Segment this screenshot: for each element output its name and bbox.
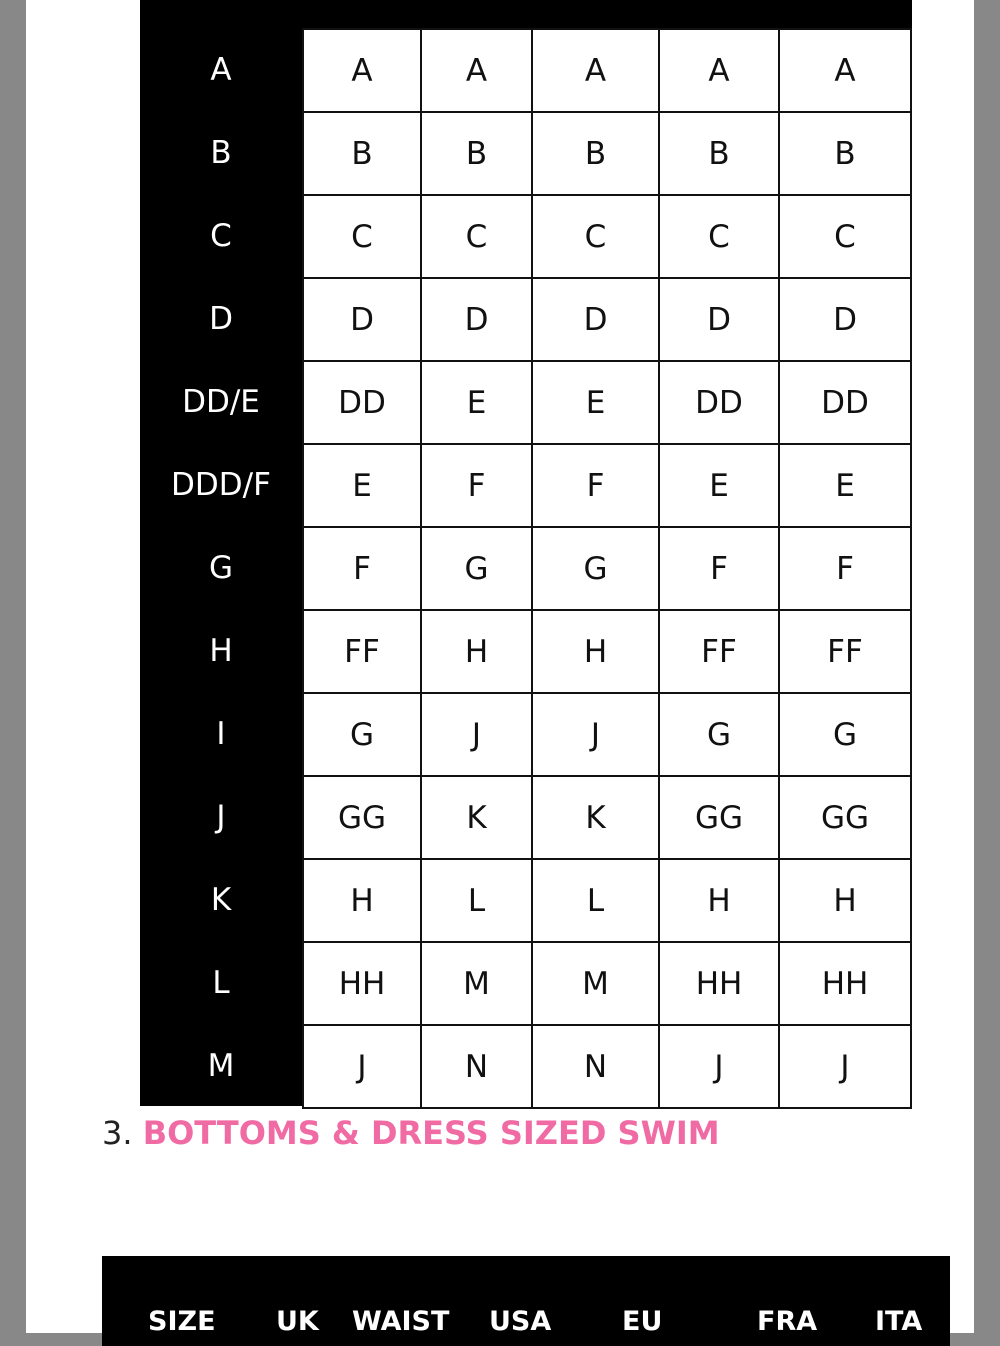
table-cell: J	[304, 1026, 422, 1109]
cup-size-grid	[302, 28, 912, 1109]
row-label: A	[210, 51, 232, 88]
table-cell: L	[533, 860, 660, 943]
table-cell: J	[660, 1026, 780, 1109]
header-ita: ITA	[875, 1306, 923, 1337]
row-label: G	[208, 549, 234, 586]
table-cell: D	[304, 279, 422, 362]
table-cell: D	[533, 279, 660, 362]
table-cell: B	[780, 113, 912, 196]
table-cell: HH	[304, 943, 422, 1026]
table-cell: J	[533, 694, 660, 777]
cup-size-table	[140, 0, 912, 1106]
table-cell: E	[304, 445, 422, 528]
table-cell: H	[533, 611, 660, 694]
table-cell: H	[780, 860, 912, 943]
table-cell: B	[660, 113, 780, 196]
table-cell: K	[533, 777, 660, 860]
table-cell: HH	[660, 943, 780, 1026]
row-label: I	[216, 715, 226, 752]
row-label: K	[210, 881, 232, 918]
table-cell: F	[533, 445, 660, 528]
table-cell: N	[533, 1026, 660, 1109]
table-cell: HH	[780, 943, 912, 1026]
table-cell: C	[422, 196, 533, 279]
table-cell: E	[533, 362, 660, 445]
table-cell: D	[660, 279, 780, 362]
table-cell: H	[422, 611, 533, 694]
table-cell: F	[422, 445, 533, 528]
page-content	[26, 0, 974, 1337]
row-label: H	[209, 632, 233, 669]
row-label: DD/E	[182, 383, 260, 420]
table-cell: M	[533, 943, 660, 1026]
table-cell: GG	[780, 777, 912, 860]
row-label: J	[216, 798, 226, 835]
row-label: L	[212, 964, 230, 1001]
table-cell: G	[304, 694, 422, 777]
table-cell: G	[660, 694, 780, 777]
table-cell: E	[422, 362, 533, 445]
table-cell: G	[422, 528, 533, 611]
header-uk: UK	[276, 1306, 319, 1337]
table-cell: DD	[304, 362, 422, 445]
table-cell: J	[780, 1026, 912, 1109]
right-margin	[974, 0, 1000, 1333]
table-cell: K	[422, 777, 533, 860]
row-label: B	[210, 134, 232, 171]
table-cell: F	[660, 528, 780, 611]
table-cell: A	[304, 30, 422, 113]
table-cell: E	[660, 445, 780, 528]
table-cell: C	[780, 196, 912, 279]
table-cell: A	[780, 30, 912, 113]
table-cell: DD	[660, 362, 780, 445]
header-eu: EU	[622, 1306, 663, 1337]
row-label: DDD/F	[171, 466, 271, 503]
header-size: SIZE	[148, 1306, 216, 1337]
table-cell: L	[422, 860, 533, 943]
table-cell: A	[660, 30, 780, 113]
table-cell: A	[533, 30, 660, 113]
table-cell: FF	[304, 611, 422, 694]
table-cell: J	[422, 694, 533, 777]
table-cell: D	[780, 279, 912, 362]
table-cell: C	[660, 196, 780, 279]
section-title: BOTTOMS & DRESS SIZED SWIM	[142, 1114, 720, 1152]
table-cell: C	[533, 196, 660, 279]
table-cell: B	[304, 113, 422, 196]
row-label: M	[207, 1047, 235, 1084]
left-margin	[0, 0, 26, 1333]
table-cell: C	[304, 196, 422, 279]
table-cell: GG	[304, 777, 422, 860]
header-usa: USA	[489, 1306, 552, 1337]
table-cell: E	[780, 445, 912, 528]
table-cell: FF	[660, 611, 780, 694]
row-label-column	[140, 0, 302, 1106]
table-cell: B	[422, 113, 533, 196]
header-fra: FRA	[757, 1306, 818, 1337]
table-cell: GG	[660, 777, 780, 860]
table-cell: D	[422, 279, 533, 362]
table-cell: M	[422, 943, 533, 1026]
row-label: C	[210, 217, 232, 254]
table-cell: H	[660, 860, 780, 943]
header-waist: WAIST	[352, 1306, 450, 1337]
table-cell: B	[533, 113, 660, 196]
table-cell: F	[304, 528, 422, 611]
table-cell: FF	[780, 611, 912, 694]
table-cell: F	[780, 528, 912, 611]
row-label: D	[209, 300, 233, 337]
table-cell: DD	[780, 362, 912, 445]
table-cell: A	[422, 30, 533, 113]
table-cell: H	[304, 860, 422, 943]
table-cell: G	[533, 528, 660, 611]
table-cell: G	[780, 694, 912, 777]
table-cell: N	[422, 1026, 533, 1109]
section-number: 3.	[102, 1114, 133, 1152]
section-heading	[102, 1113, 720, 1153]
